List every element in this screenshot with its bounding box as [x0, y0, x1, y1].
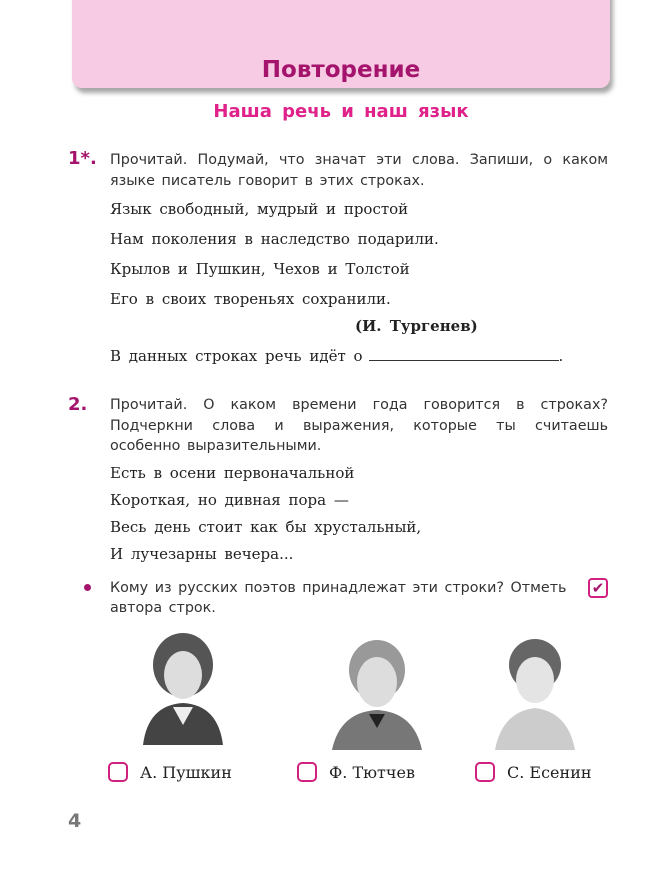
option-tyutchev[interactable] [297, 762, 415, 782]
task-instruction: Прочитай. Подумай, что значат эти слова. Запиши, о каком языке писатель говорит в этих строках. [110, 152, 608, 189]
option-label: Ф. Тютчев [329, 762, 415, 782]
answer-prompt: В данных строках речь идёт о [110, 347, 363, 365]
poem-line: Весь день стоит как бы хрустальный, [110, 518, 422, 536]
answer-blank[interactable] [369, 360, 559, 361]
poem-line: Язык свободный, мудрый и простой [110, 200, 409, 218]
pushkin-portrait [128, 625, 238, 745]
tyutchev-portrait [322, 630, 432, 750]
poem-line: Короткая, но дивная пора — [110, 491, 349, 509]
section-subtitle: Наша речь и наш язык [213, 101, 469, 122]
poem-line: Нам поколения в наследство подарили. [110, 230, 439, 248]
poem-line: Его в своих твореньях сохранили. [110, 290, 391, 308]
option-label: С. Есенин [507, 762, 592, 782]
poem-line: И лучезарны вечера... [110, 545, 294, 563]
question-text-end: автора строк. [110, 600, 216, 616]
option-esenin[interactable] [475, 762, 592, 782]
page-number: 4 [68, 810, 82, 832]
option-pushkin[interactable] [108, 762, 232, 782]
page-title: Повторение [261, 57, 421, 83]
option-label: А. Пушкин [140, 762, 232, 782]
bullet-icon [84, 584, 91, 591]
answer-line [110, 347, 563, 365]
checkbox[interactable] [108, 762, 128, 782]
checkbox[interactable] [475, 762, 495, 782]
question-text: Кому из русских поэтов принадлежат эти строки? Отметь [110, 580, 567, 596]
checkmark-icon: ✔ [588, 578, 608, 598]
poem-line: Крылов и Пушкин, Чехов и Толстой [110, 260, 410, 278]
task-instruction: Прочитай. О каком времени года говорится в строках? Подчеркни слова и выражения, которые ты считаешь особенно выразительными. [110, 397, 608, 454]
task-number: 1*. [68, 148, 97, 169]
poem-author: (И. Тургенев) [355, 317, 478, 335]
poem-line: Есть в осени первоначальной [110, 464, 355, 482]
checkbox[interactable] [297, 762, 317, 782]
answer-end: . [558, 347, 564, 365]
esenin-portrait [480, 630, 590, 750]
task-number: 2. [68, 394, 88, 415]
